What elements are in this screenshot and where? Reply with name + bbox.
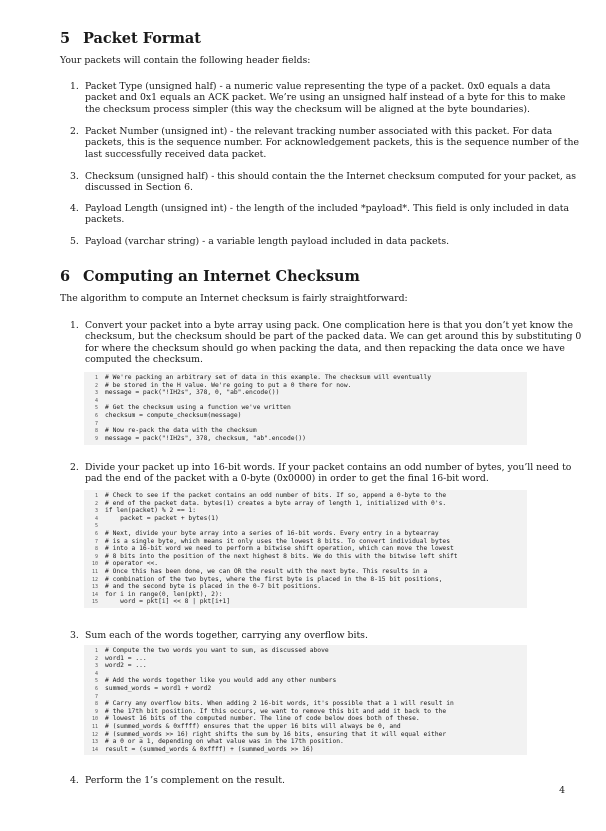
line-number: 2 xyxy=(94,500,98,507)
list-text-line: Perform the 1’s complement on the result. xyxy=(85,775,285,786)
code-line xyxy=(84,598,527,606)
line-number: 11 xyxy=(91,568,98,575)
list-number: 2. xyxy=(70,126,79,137)
code-text: # combination of the two bytes, where the first byte is placed in the 8-15 bit positions, xyxy=(105,575,443,583)
code-block xyxy=(84,645,527,755)
code-line xyxy=(84,708,527,716)
code-line xyxy=(84,374,527,382)
list-text-line: Checksum (unsigned half) - this should contain the the Internet checksum computed for your packet, as xyxy=(85,171,577,182)
code-text: # Now re-pack the data with the checksum xyxy=(105,427,257,435)
line-number: 3 xyxy=(94,663,98,670)
code-line xyxy=(84,538,527,546)
list-text-line: pad the end of the packet with a 0-byte (0x0000) in order to get the final 16-bit word. xyxy=(85,473,489,485)
list-text-line: Sum each of the words together, carrying any overflow bits. xyxy=(85,630,368,641)
line-number: 14 xyxy=(91,591,98,598)
code-text: # into a 16-bit word we need to perform a bitwise shift operation, which can move the lowest xyxy=(105,545,454,553)
list-text-line: Payload (varchar string) - a variable length payload included in data packets. xyxy=(85,236,450,247)
code-text: # Add the words together like you would add any other numbers xyxy=(105,677,337,685)
code-line xyxy=(84,746,527,754)
line-number: 12 xyxy=(91,731,98,738)
list-text-line: Payload Length (unsigned int) - the length of the included *payload*. This field is only included in data xyxy=(85,203,570,214)
code-line xyxy=(84,576,527,584)
line-number: 10 xyxy=(91,561,98,568)
code-line xyxy=(84,738,527,746)
code-text: message = pack("!IH2s", 378, checksum, "ab".encode()) xyxy=(105,434,306,442)
code-block xyxy=(84,490,527,608)
line-number: 8 xyxy=(94,701,98,708)
code-text: # lowest 16 bits of the computed number. The line of code below does both of these. xyxy=(105,715,420,723)
code-line xyxy=(84,591,527,599)
list-number: 1. xyxy=(70,320,79,331)
code-line xyxy=(84,655,527,663)
code-text: packet = packet + bytes(1) xyxy=(105,514,219,522)
code-line xyxy=(84,522,527,530)
line-number: 5 xyxy=(94,678,98,685)
line-number: 4 xyxy=(94,397,98,404)
code-text: message = pack("!IH2s", 378, 0, "ab".encode()) xyxy=(105,389,280,397)
list-number: 1. xyxy=(70,81,79,92)
list-text-line: Convert your packet into a byte array using pack. One complication here is that you don’t yet know the xyxy=(85,320,573,331)
line-number: 1 xyxy=(94,375,98,381)
line-number: 7 xyxy=(94,420,98,427)
line-number: 8 xyxy=(94,428,98,435)
list-text-line: computed the checksum. xyxy=(85,354,203,366)
list-text-line: last successfully received data packet. xyxy=(85,148,267,160)
code-text: # Get the checksum using a function we've written xyxy=(105,404,291,412)
line-number: 6 xyxy=(94,412,98,419)
list-number: 5. xyxy=(70,236,79,247)
code-line xyxy=(84,568,527,576)
section-5-intro: Your packets will contain the following header fields: xyxy=(60,55,311,66)
code-text: # end of the packet data. bytes(1) creates a byte array of length 1, initialized with 0's. xyxy=(105,499,447,507)
list-text-line: Packet Type (unsigned half) - a numeric value representing the type of a packet. 0x0 equals a data xyxy=(85,81,551,92)
code-line xyxy=(84,677,527,685)
code-line xyxy=(84,662,527,670)
code-line xyxy=(84,583,527,591)
list-number: 3. xyxy=(70,171,79,182)
code-text: # a 0 or a 1, depending on what value was in the 17th position. xyxy=(105,738,344,746)
code-text: # Compute the two words you want to sum, as discussed above xyxy=(105,647,329,654)
code-line xyxy=(84,427,527,435)
list-number: 4. xyxy=(70,775,79,786)
code-text: if len(packet) % 2 == 1: xyxy=(105,507,196,515)
list-text-line: Divide your packet up into 16-bit words. If your packet contains an odd number of bytes, you’ll need to xyxy=(85,462,572,473)
line-number: 13 xyxy=(91,584,98,591)
code-line xyxy=(84,435,527,443)
code-text: # and the second byte is placed in the 0-7 bit positions. xyxy=(105,583,322,591)
code-line xyxy=(84,685,527,693)
code-line xyxy=(84,560,527,568)
code-text: # (summed_words & 0xffff) ensures that the upper 16 bits will always be 0, and xyxy=(105,722,401,730)
list-number: 4. xyxy=(70,203,79,214)
code-line xyxy=(84,670,527,678)
line-number: 9 xyxy=(94,435,98,442)
code-line xyxy=(84,382,527,390)
code-line xyxy=(84,404,527,412)
code-text: # 8 bits into the position of the next highest 8 bits. We do this with the bitwise left shift xyxy=(105,552,458,560)
section-title: Computing an Internet Checksum xyxy=(83,268,360,285)
code-line xyxy=(84,647,527,655)
code-text: # Once this has been done, we can OR the result with the next byte. This results in a xyxy=(105,567,428,575)
section-number: 6 xyxy=(60,268,71,285)
line-number: 6 xyxy=(94,685,98,692)
line-number: 5 xyxy=(94,405,98,412)
code-text: # is a single byte, which means it only uses the lowest 8 bits. To convert individual bytes xyxy=(105,537,450,545)
code-text: # We're packing an arbitrary set of data in this example. The checksum will eventually xyxy=(105,374,432,381)
code-text: result = (summed_words & 0xffff) + (summed_words >> 16) xyxy=(105,745,314,753)
code-line xyxy=(84,389,527,397)
line-number: 15 xyxy=(91,599,98,606)
section-6-intro: The algorithm to compute an Internet checksum is fairly straightforward: xyxy=(60,293,408,304)
list-text-line: packets. xyxy=(85,214,125,226)
list-text-line: checksum, but the checksum should be part of the packed data. We can get around this by substituting 0 xyxy=(85,331,582,343)
code-line xyxy=(84,700,527,708)
line-number: 10 xyxy=(91,716,98,723)
section-number: 5 xyxy=(60,30,71,47)
line-number: 8 xyxy=(94,546,98,553)
line-number: 9 xyxy=(94,708,98,715)
line-number: 13 xyxy=(91,739,98,746)
code-text: word2 = ... xyxy=(105,662,147,670)
code-text: checksum = compute_checksum(message) xyxy=(105,411,242,419)
line-number: 1 xyxy=(94,493,98,499)
code-text: for i in range(0, len(pkt), 2): xyxy=(105,590,223,598)
list-text-line: discussed in Section 6. xyxy=(85,182,193,194)
code-text: # be stored in the H value. We're going to put a 0 there for now. xyxy=(105,381,352,389)
section-5-heading xyxy=(60,30,201,47)
line-number: 1 xyxy=(94,648,98,654)
line-number: 2 xyxy=(94,655,98,662)
line-number: 4 xyxy=(94,670,98,677)
line-number: 3 xyxy=(94,508,98,515)
code-line xyxy=(84,412,527,420)
code-line xyxy=(84,500,527,508)
code-line xyxy=(84,515,527,523)
line-number: 6 xyxy=(94,530,98,537)
code-line xyxy=(84,553,527,561)
line-number: 7 xyxy=(94,693,98,700)
line-number: 5 xyxy=(94,523,98,530)
line-number: 2 xyxy=(94,382,98,389)
code-line xyxy=(84,545,527,553)
code-text: summed_words = word1 + word2 xyxy=(105,684,212,692)
line-number: 9 xyxy=(94,553,98,560)
line-number: 3 xyxy=(94,390,98,397)
code-line xyxy=(84,723,527,731)
code-text: # (summed_words >> 16) right shifts the sum by 16 bits, ensuring that it will equal either xyxy=(105,730,447,738)
code-line xyxy=(84,492,527,500)
code-line xyxy=(84,507,527,515)
code-block xyxy=(84,372,527,445)
list-number: 3. xyxy=(70,630,79,641)
section-title: Packet Format xyxy=(83,30,202,47)
code-text: word1 = ... xyxy=(105,654,147,662)
line-number: 14 xyxy=(91,746,98,753)
list-text-line: packets, this is the sequence number. For acknowledgement packets, this is the sequence number of the xyxy=(85,137,580,149)
code-text: # Check to see if the packet contains an odd number of bits. If so, append a 0-byte to the xyxy=(105,492,447,499)
code-line xyxy=(84,693,527,701)
list-text-line: packet and 0x1 equals an ACK packet. We’re using an unsigned half instead of a byte for this to make xyxy=(85,92,566,104)
code-line xyxy=(84,731,527,739)
code-line xyxy=(84,420,527,428)
list-text-line: for where the checksum should go when packing the data, and then repacking the data once we have xyxy=(85,342,565,354)
line-number: 12 xyxy=(91,576,98,583)
code-line xyxy=(84,397,527,405)
code-text: # Next, divide your byte array into a series of 16-bit words. Every entry in a bytearray xyxy=(105,529,439,537)
line-number: 7 xyxy=(94,538,98,545)
line-number: 4 xyxy=(94,515,98,522)
list-number: 2. xyxy=(70,462,79,473)
code-text: # operator <<. xyxy=(105,560,159,568)
code-text: word = pkt[i] << 8 | pkt[i+1] xyxy=(105,598,231,606)
list-text-line: Packet Number (unsigned int) - the relevant tracking number associated with this packet. For data xyxy=(85,126,553,137)
code-line xyxy=(84,715,527,723)
line-number: 11 xyxy=(91,723,98,730)
code-line xyxy=(84,530,527,538)
page-number: 4 xyxy=(559,785,565,796)
list-text-line: the checksum process simpler (this way the checksum will be aligned at the byte boundaries). xyxy=(85,103,531,115)
code-text: # Carry any overflow bits. When adding 2 16-bit words, it's possible that a 1 will result in xyxy=(105,700,454,708)
section-6-heading xyxy=(60,268,360,285)
code-text: # the 17th bit position. If this occurs, we want to remove this bit and add it back to the xyxy=(105,707,447,715)
